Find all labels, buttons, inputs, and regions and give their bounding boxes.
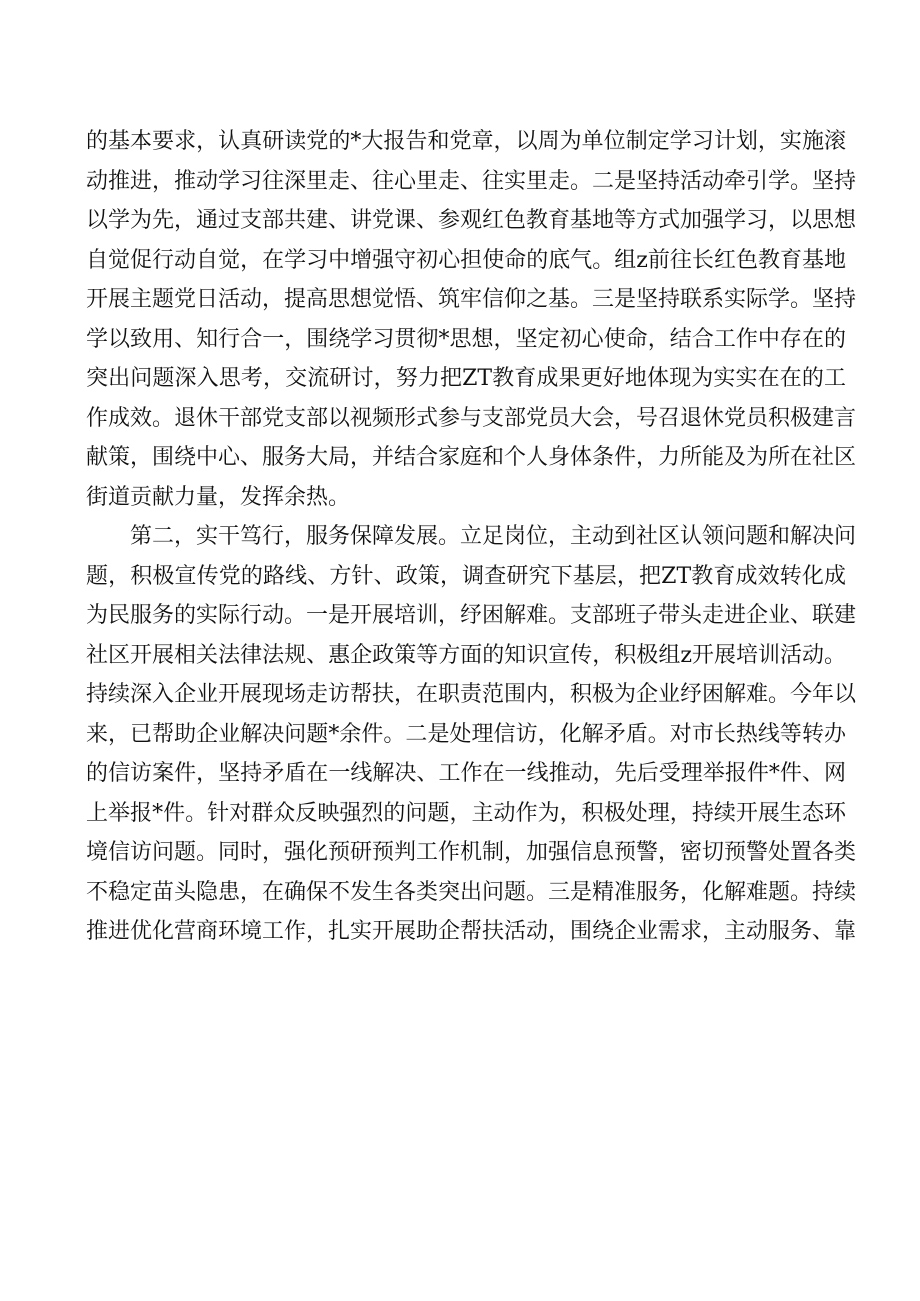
paragraph-1 [86, 122, 857, 517]
text-line: 持续深入企业开展现场走访帮扶，在职责范围内，积极为企业纾困解难。今年以 [86, 682, 857, 707]
text-line: 献策，围绕中心、服务大局，并结合家庭和个人身体条件，力所能及为所在社区 [86, 445, 857, 470]
text-line: 的信访案件，坚持矛盾在一线解决、工作在一线推动，先后受理举报件*件、网 [86, 761, 846, 786]
text-line: 开展主题党日活动，提高思想觉悟、筑牢信仰之基。三是坚持联系实际学。坚持 [86, 287, 857, 312]
text-line: 境信访问题。同时，强化预研预判工作机制，加强信息预警，密切预警处置各类 [86, 840, 857, 865]
text-line: 题，积极宣传党的路线、方针、政策，调查研究下基层，把ZT教育成效转化成 [86, 563, 846, 589]
text-line: 动推进，推动学习往深里走、往心里走、往实里走。二是坚持活动牵引学。坚持 [86, 168, 857, 194]
text-line: 自觉促行动自觉，在学习中增强守初心担使命的底气。组z前往长红色教育基地 [86, 247, 846, 273]
text-line: 社区开展相关法律法规、惠企政策等方面的知识宣传，积极组z开展培训活动。 [86, 642, 846, 668]
text-line: 推进优化营商环境工作，扎实开展助企帮扶活动，围绕企业需求，主动服务、靠 [86, 919, 857, 944]
text-line: 学以致用、知行合一，围绕学习贯彻*思想，坚定初心使命，结合工作中存在的 [86, 326, 846, 352]
text-line: 不稳定苗头隐患，在确保不发生各类突出问题。三是精准服务，化解难题。持续 [86, 879, 857, 905]
paragraph-2 [86, 517, 857, 952]
text-line: 以学为先，通过支部共建、讲党课、参观红色教育基地等方式加强学习，以思想 [86, 208, 857, 233]
document-body [86, 122, 857, 952]
text-line: 第二，实干笃行，服务保障发展。立足岗位，主动到社区认领问题和解决问 [130, 524, 857, 549]
text-line: 上举报*件。针对群众反映强烈的问题，主动作为，积极处理，持续开展生态环 [86, 800, 846, 826]
text-line: 作成效。退休干部党支部以视频形式参与支部党员大会，号召退休党员积极建言 [86, 405, 857, 431]
text-line: 来，已帮助企业解决问题*余件。二是处理信访，化解矛盾。对市长热线等转办 [86, 721, 846, 747]
text-line: 街道贡献力量，发挥余热。 [86, 484, 351, 510]
text-line: 突出问题深入思考，交流研讨，努力把ZT教育成果更好地体现为实实在在的工 [86, 366, 846, 391]
text-line: 的基本要求，认真研读党的*大报告和党章，以周为单位制定学习计划，实施滚 [86, 129, 846, 154]
text-line: 为民服务的实际行动。一是开展培训，纾困解难。支部班子带头走进企业、联建 [86, 603, 857, 628]
